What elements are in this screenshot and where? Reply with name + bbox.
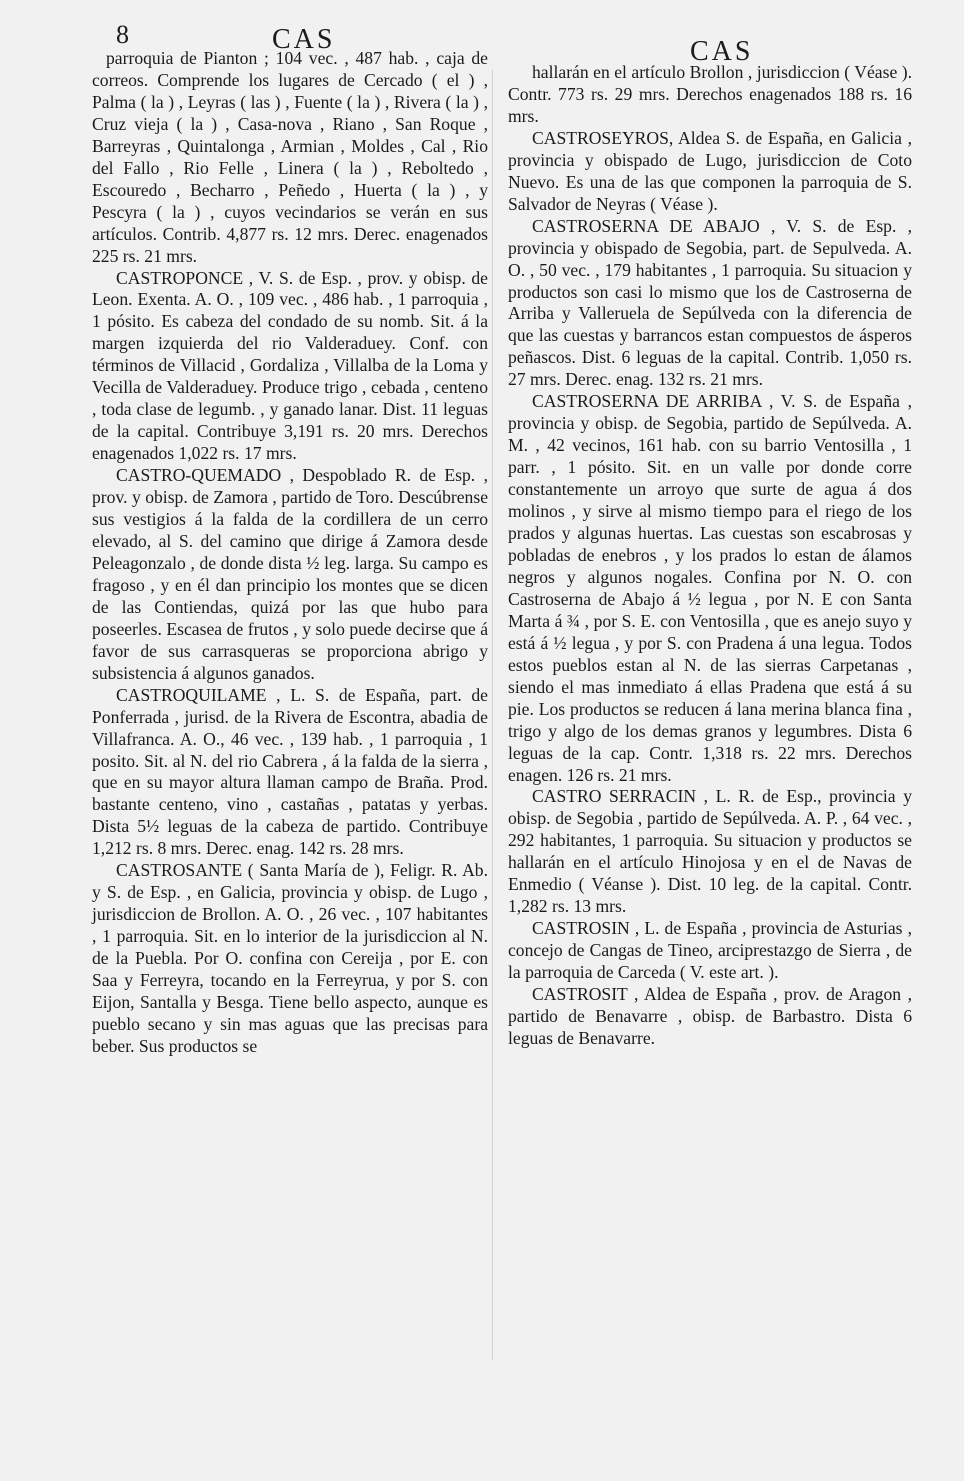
entry-castro-serracin: CASTRO SERRACIN , L. R. de Esp., provincia y obisp. de Segobia , partido de Sepúlveda. A. P. , 64 vec. , 292 habitantes, 1 parroquia. Su situacion y productos se hallarán en el artículo Hinojosa y en el de Navas de Enmedio ( Véanse ). Dist. 10 leg. de la capital. Contr. 1,282 rs. 13 mrs. xyxy=(508,786,912,917)
right-running-head: CAS xyxy=(690,36,754,67)
entry-continuation-pianton: parroquia de Pianton ; 104 vec. , 487 hab. , caja de correos. Comprende los lugares de Cercado ( el ) , Palma ( la ) , Leyras ( las ) , Fuente ( la ) , Rivera ( la ) , Cruz vieja ( la ) , Casa-nova , Riano , San Roque , Barreyras , Quintalonga , Armian , Moldes , Cal , Rio del Fallo , Rio Felle , Linera ( la ) , Reboltedo , Escouredo , Becharro , Peñedo , Huerta ( la ) , y Pescyra ( la ) , cuyos vecindarios se verán en sus artículos. Contrib. 4,877 rs. 12 mrs. Derec. enagenados 225 rs. 21 mrs. xyxy=(92,48,488,266)
entry-castro-quemado: CASTRO-QUEMADO , Despoblado R. de Esp. , prov. y obisp. de Zamora , partido de Toro. Descúbrense sus vestigios á la falda de la cordillera de un cerro elevado, al S. del camino que dirige á Zamora desde Peleagonzalo , de donde dista ½ leg. larga. Su campo es fragoso , y en él dan principio los montes que se dicen de las Contiendas, quizá por las que hubo para poseerles. Escasea de frutos , y solo puede decirse que á favor de sus carrasqueras se proporciona abrigo y subsistencia á algunos ganados. xyxy=(92,465,488,683)
entry-castroquilame: CASTROQUILAME , L. S. de España, part. de Ponferrada , jurisd. de la Rivera de Escontra, abadia de Villafranca. A. O., 46 vec. , 139 hab. , 1 parroquia , 1 posito. Sit. al N. del rio Cabrera , á la falda de la sierra , que en su mayor altura llaman campo de Braña. Prod. bastante centeno, vino , castañas , patatas y yerbas. Dista 5½ leguas de la cabeza de partido. Contribuye 1,212 rs. 8 mrs. Derec. enag. 142 rs. 28 mrs. xyxy=(92,684,488,859)
entry-castroserna-de-abajo: CASTROSERNA DE ABAJO , V. S. de Esp. , provincia y obispado de Segobia, part. de Sepulveda. A. O. , 50 vec. , 179 habitantes , 1 parroquia. Su situacion y productos son casi lo mismo que los de Castroserna de Arriba y Valleruela de Sepúlveda con la diferencia de que las cuestas y barrancos estan compuestos de ásperos peñascos. Dist. 6 leguas de la capital. Contrib. 1,050 rs. 27 mrs. Derec. enag. 132 rs. 21 mrs. xyxy=(508,215,912,390)
entry-castrosin: CASTROSIN , L. de España , provincia de Asturias , concejo de Cangas de Tineo, arciprestazgo de Sierra , de la parroquia de Carceda ( V. este art. ). xyxy=(508,918,912,983)
right-column xyxy=(508,62,912,1050)
page-number: 8 xyxy=(116,20,129,49)
entry-continuation-castrosante: hallarán en el artículo Brollon , jurisdiccion ( Véase ). Contr. 773 rs. 29 mrs. Derechos enagenados 188 rs. 16 mrs. xyxy=(508,62,912,126)
left-column xyxy=(92,48,488,1058)
left-running-head: CAS xyxy=(272,24,336,55)
entry-castrosit: CASTROSIT , Aldea de España , prov. de Aragon , partido de Benavarre , obisp. de Barbastro. Dista 6 leguas de Benavarre. xyxy=(508,984,912,1048)
column-divider xyxy=(492,70,493,1360)
entry-castrosante: CASTROSANTE ( Santa María de ), Feligr. R. Ab. y S. de Esp. , en Galicia, provincia y obisp. de Lugo , jurisdiccion de Brollon. A. O. , 26 vec. , 107 habitantes , 1 parroquia. Sit. en lo interior de la jurisdiccion al N. de la Puebla. Por O. confina con Cereija , por E. con Saa y Ferreyra, tocando en la Ferreyrua, y por S. con Eijon, Santalla y Besga. Tiene bello aspecto, aunque es pueblo secano y sin mas aguas que las precisas para beber. Sus productos se xyxy=(92,860,488,1056)
entry-castroserna-de-arriba: CASTROSERNA DE ARRIBA , V. S. de España , provincia y obisp. de Segobia, partido de Sepúlveda. A. M. , 42 vecinos, 161 hab. con su barrio Ventosilla , 1 parr. , 1 pósito. Sit. en un valle por donde corre constantemente un arroyo que surte de agua á dos molinos , y sirve al mismo tiempo para el riego de los prados y algunas huertas. Las cuestas son escabrosas y pobladas de enebros , y los prados lo estan de álamos negros y algunos nogales. Confina por N. O. con Castroserna de Abajo á ½ legua , por N. E con Santa Marta á ¾ , por S. E. con Ventosilla , que es anejo suyo y está á ½ legua , y por S. con Pradena á una legua. Todos estos pueblos estan al N. de las sierras Carpetanas , siendo el mas inmediato á ellas Pradena que está á su pie. Los productos se reducen á lana merina blanca fina , trigo y algo de los demas granos y legumbres. Dista 6 leguas de la cap. Contr. 1,318 rs. 22 mrs. Derechos enagen. 126 rs. 21 mrs. xyxy=(508,391,912,785)
entry-castroponce: CASTROPONCE , V. S. de Esp. , prov. y obisp. de Leon. Exenta. A. O. , 109 vec. , 486 hab. , 1 parroquia , 1 pósito. Es cabeza del condado de su nomb. Sit. á la margen izquierda del rio Valderaduey. Conf. con términos de Villacid , Gordaliza , Villalba de la Loma y Vecilla de Valderaduey. Produce trigo , cebada , centeno , toda clase de legumb. , y ganado lanar. Dist. 11 leguas de la capital. Contribuye 3,191 rs. 20 mrs. Derechos enagenados 1,022 rs. 17 mrs. xyxy=(92,267,488,464)
entry-castroseyros: CASTROSEYROS, Aldea S. de España, en Galicia , provincia y obispado de Lugo, jurisdiccion de Coto Nuevo. Es una de las que componen la parroquia de S. Salvador de Neyras ( Véase ). xyxy=(508,127,912,214)
